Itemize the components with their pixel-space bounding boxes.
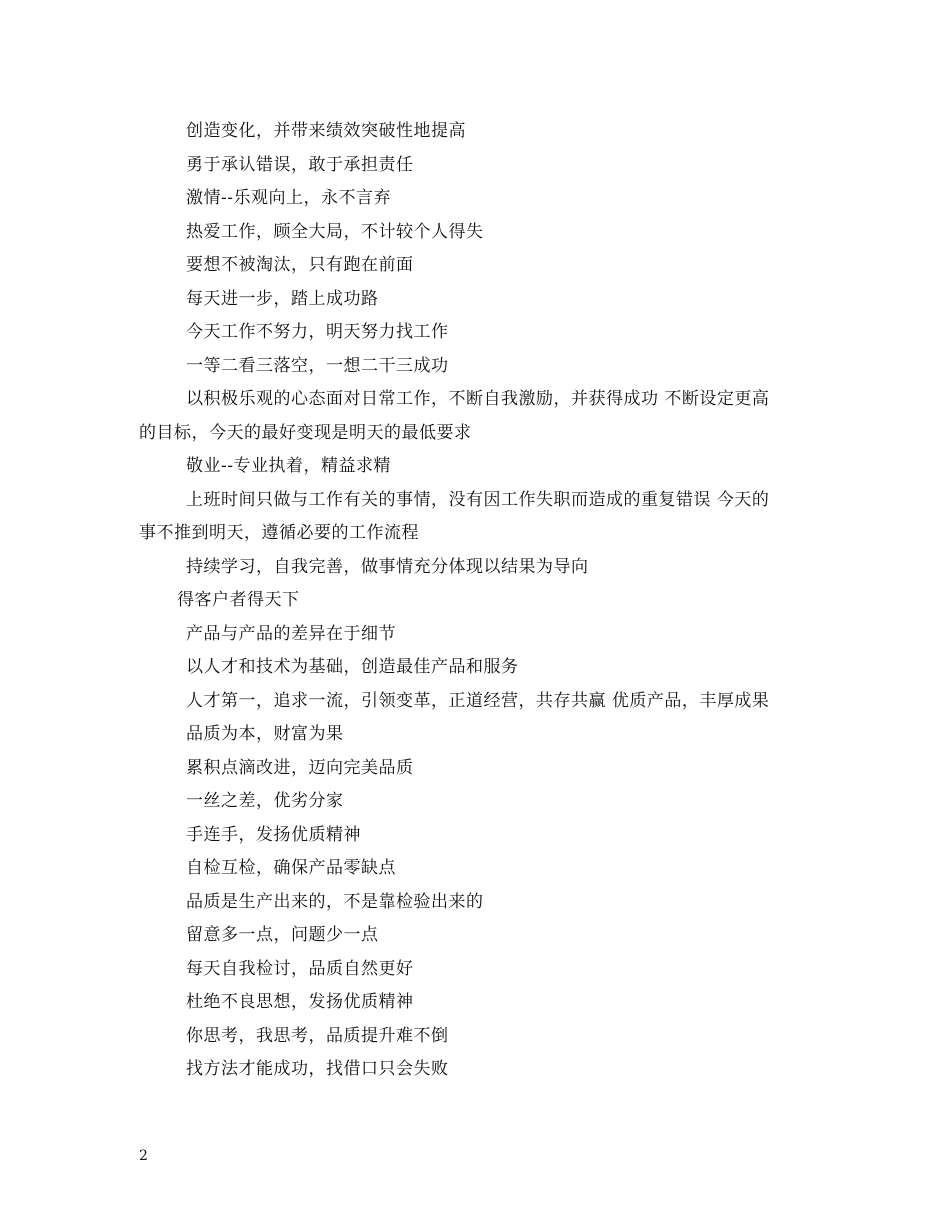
text-line: 以人才和技术为基础，创造最佳产品和服务 (186, 657, 519, 677)
text-line: 上班时间只做与工作有关的事情，没有因工作失职而造成的重复错误 今天的 (186, 489, 770, 510)
text-line: 手连手，发扬优质精神 (186, 824, 361, 845)
text-line: 要想不被淘汰，只有跑在前面 (186, 255, 414, 275)
text-line: 持续学习，自我完善，做事情充分体现以结果为导向 (186, 556, 589, 577)
text-line: 人才第一，追求一流，引领变革，正道经营，共存共赢 优质产品，丰厚成果 (186, 690, 770, 711)
text-line: 每天自我检讨，品质自然更好 (186, 958, 414, 979)
text-line: 自检互检，确保产品零缺点 (186, 858, 396, 878)
text-line: 今天工作不努力，明天努力找工作 (186, 322, 449, 342)
text-line: 的目标，今天的最好变现是明天的最低要求 (139, 422, 472, 443)
text-line: 每天进一步，踏上成功路 (186, 288, 379, 309)
text-line: 激情--乐观向上，永不言弃 (186, 188, 391, 208)
text-line: 找方法才能成功，找借口只会失败 (186, 1059, 449, 1079)
text-line: 品质是生产出来的，不是靠检验出来的 (186, 891, 484, 912)
page-number: 2 (139, 1148, 148, 1164)
text-line: 一等二看三落空，一想二干三成功 (186, 355, 449, 376)
text-line: 以积极乐观的心态面对日常工作，不断自我激励，并获得成功 不断设定更高 (186, 389, 770, 409)
text-line: 创造变化，并带来绩效突破性地提高 (186, 121, 466, 141)
text-line: 事不推到明天，遵循必要的工作流程 (139, 523, 419, 543)
text-line: 杜绝不良思想，发扬优质精神 (186, 992, 414, 1012)
text-line: 品质为本，财富为果 (186, 724, 344, 744)
text-line: 一丝之差，优劣分家 (186, 791, 344, 811)
text-line: 留意多一点，问题少一点 (186, 925, 379, 945)
document-body (139, 115, 819, 1087)
text-line: 热爱工作，顾全大局，不计较个人得失 (186, 221, 484, 242)
text-line: 累积点滴改进，迈向完美品质 (186, 757, 414, 778)
text-line: 得客户者得天下 (177, 590, 300, 610)
text-line: 勇于承认错误，敢于承担责任 (186, 154, 414, 175)
text-line: 产品与产品的差异在于细节 (186, 623, 396, 644)
text-line: 敬业--专业执着，精益求精 (186, 456, 391, 476)
text-line: 你思考，我思考，品质提升难不倒 (186, 1025, 449, 1046)
